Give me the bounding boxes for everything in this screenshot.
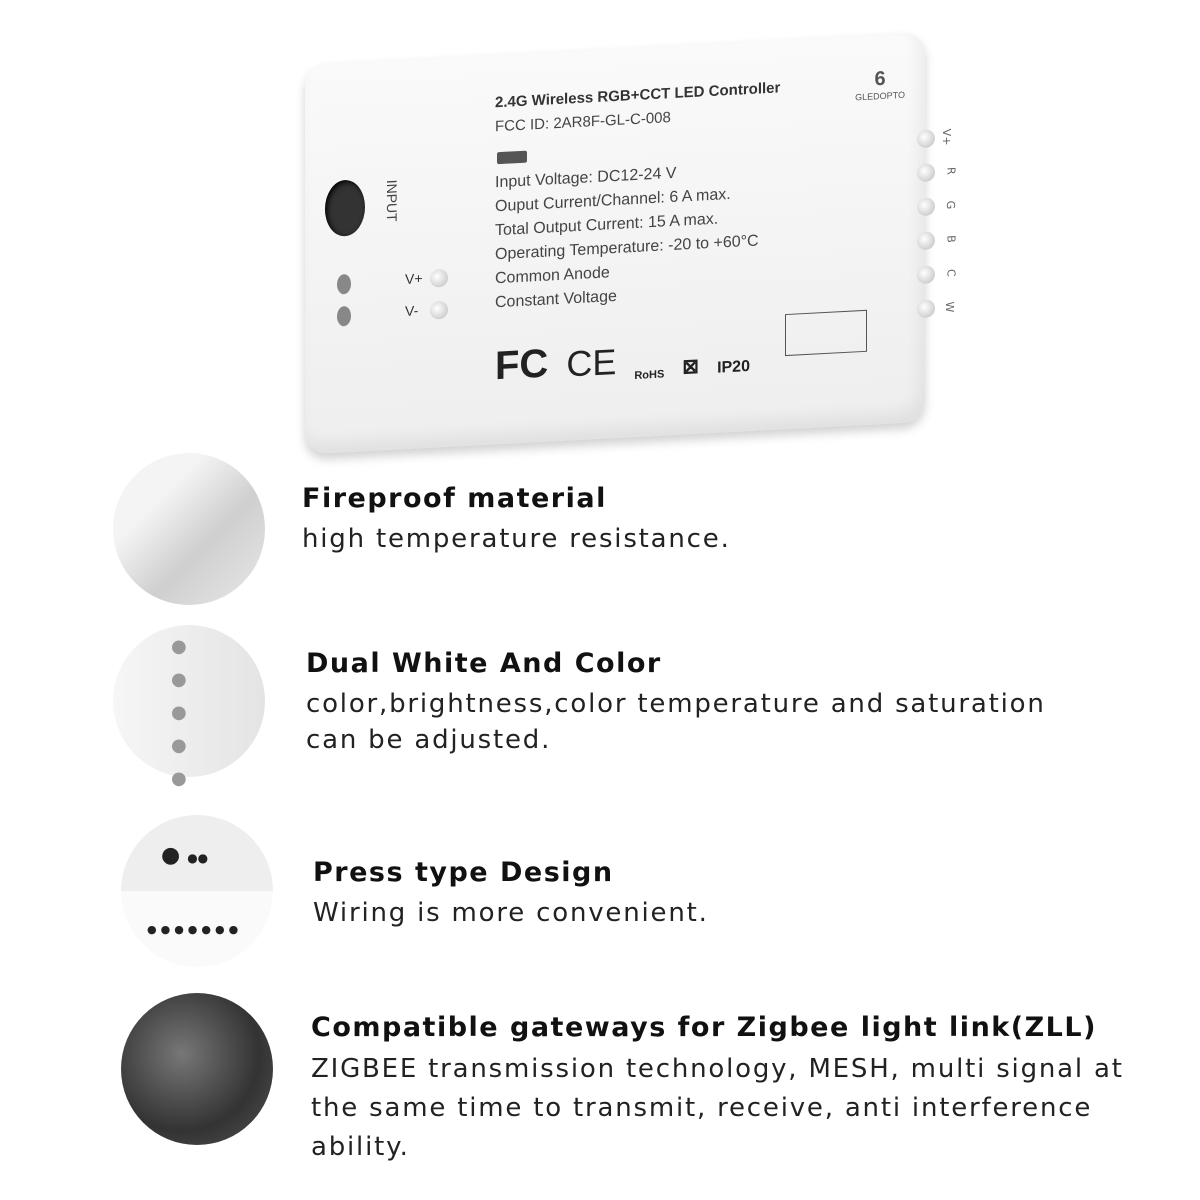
output-terminal [917, 265, 935, 284]
output-terminal [917, 163, 935, 182]
output-terminal [917, 231, 935, 250]
power-terminal-label: V- [405, 302, 419, 320]
terminal-label: W [943, 301, 957, 313]
status-led [497, 151, 527, 165]
terminal-label: R [944, 166, 958, 176]
feature-description: ZIGBEE transmission technology, MESH, multi signal at the same time to transmit, receive, anti interference ability. [311, 1054, 1124, 1162]
power-terminal [430, 301, 448, 320]
output-terminal [917, 299, 935, 318]
device-label [495, 67, 958, 424]
terminal-label: B [944, 234, 958, 243]
spec-line: Constant Voltage [495, 287, 617, 312]
spec-line: Ouput Current/Channel: 6 A max. [495, 185, 731, 216]
terminal-hole [337, 306, 351, 327]
brand-logo: 6 GLEDOPTO [855, 67, 905, 103]
wire-diagram [785, 310, 867, 356]
feature-title: Fireproof material [302, 483, 607, 514]
spec-line: Input Voltage: DC12-24 V [495, 164, 677, 192]
feature-description: Wiring is more convenient. [313, 898, 709, 928]
fireproof-thumbnail [113, 453, 265, 605]
device-title: 2.4G Wireless RGB+CCT LED Controller [495, 79, 781, 112]
weee-icon: ⊠ [682, 355, 700, 379]
feature-description: color,brightness,color temperature and saturation can be adjusted. [306, 689, 1046, 755]
terminal-hole [337, 274, 351, 295]
certification-marks [495, 331, 750, 389]
terminal-label: G [944, 200, 958, 210]
feature-description: high temperature resistance. [302, 524, 731, 554]
terminal-label: V+ [940, 128, 954, 146]
spec-line: Operating Temperature: -20 to +60°C [495, 232, 759, 264]
power-terminal [430, 269, 448, 288]
feature-title: Dual White And Color [306, 648, 662, 679]
output-terminal [917, 197, 935, 216]
ce-mark: CE [566, 340, 617, 385]
spec-line: Common Anode [495, 264, 610, 288]
terminal-label: C [944, 268, 958, 278]
dc-jack [325, 179, 365, 237]
terminals-thumbnail: ● ● ● ● ● [113, 625, 265, 777]
fcc-mark: FC [495, 341, 549, 389]
feature-title: Compatible gateways for Zigbee light link(ZLL) [311, 1012, 1097, 1043]
press-design-thumbnail: ● ●● ●●●●●●● [121, 815, 273, 967]
rohs-mark: RoHS [634, 368, 665, 382]
power-terminal-label: V+ [405, 270, 423, 288]
led-controller-device [305, 32, 958, 454]
circuit-board-thumbnail [121, 993, 273, 1145]
feature-title: Press type Design [313, 857, 614, 888]
fcc-id: FCC ID: 2AR8F-GL-C-008 [495, 109, 671, 136]
output-terminal [917, 129, 935, 148]
input-label: INPUT [384, 179, 400, 223]
ip-rating: IP20 [717, 357, 750, 377]
spec-line: Total Output Current: 15 A max. [495, 210, 719, 240]
